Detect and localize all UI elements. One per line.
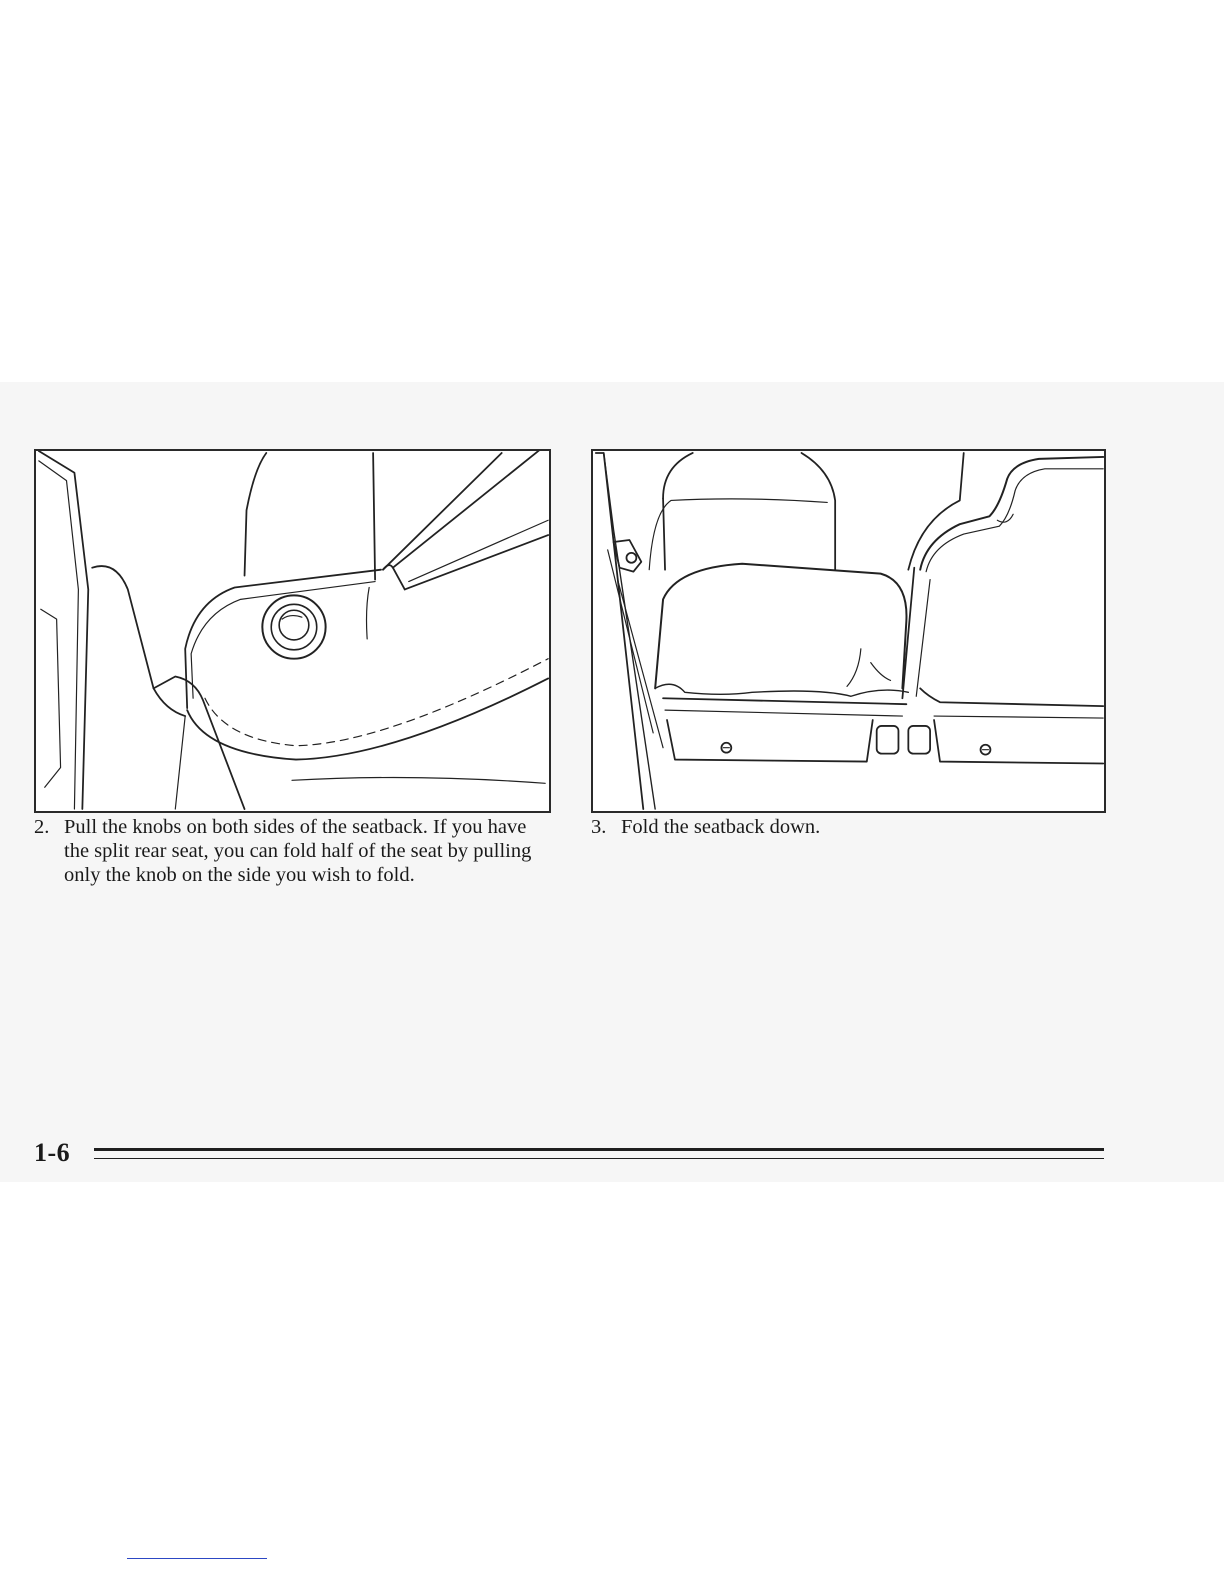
folded-seatback-illustration <box>591 449 1106 813</box>
step-2-number: 2. <box>34 816 50 838</box>
seatback-knob-illustration <box>34 449 551 813</box>
step-2 <box>34 815 539 887</box>
footer-rule <box>94 1148 1104 1151</box>
footer-rule-thin <box>94 1158 1104 1159</box>
step-3-number: 3. <box>591 816 607 838</box>
step-3-text: Fold the seatback down. <box>621 816 821 838</box>
step-2-text: Pull the knobs on both sides of the seatback. If you have the split rear seat, you can fold half of the seat by pulling only the knob on the side you wish to fold. <box>64 816 532 886</box>
page-number: 1-6 <box>34 1138 71 1167</box>
bottom-underline <box>127 1558 267 1559</box>
step-3 <box>591 815 1071 839</box>
